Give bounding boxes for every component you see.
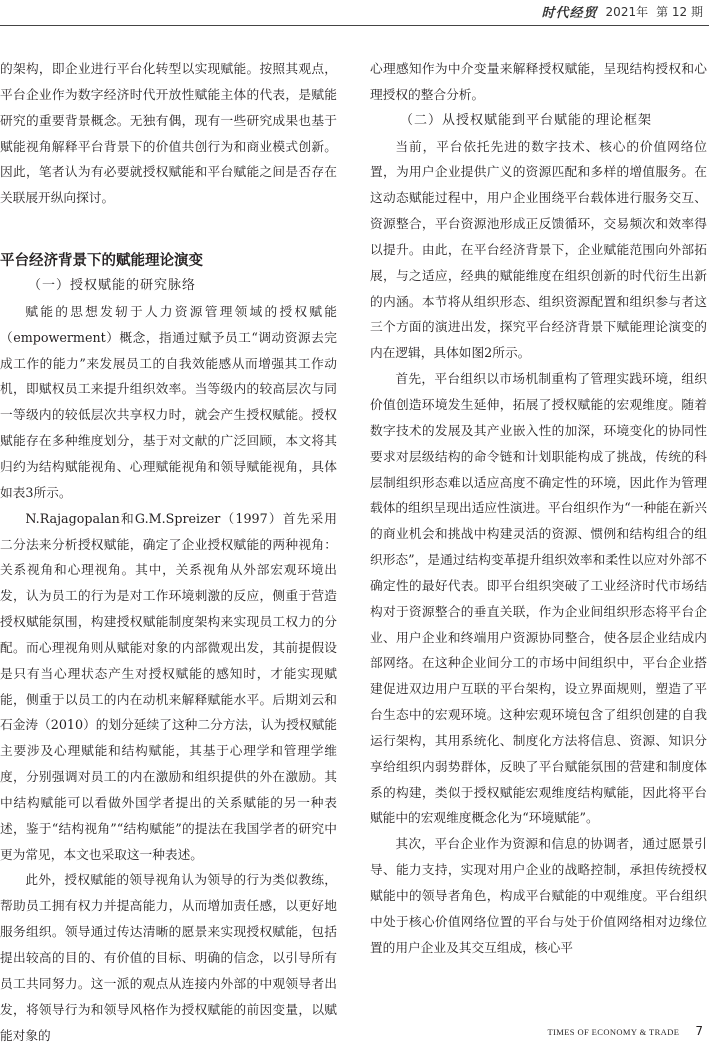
left-column	[0, 56, 337, 1048]
paragraph: N.Rajagopalan和G.M.Spreizer（1997）首先采用二分法来分析授权赋能，确定了企业授权赋能的两种视角：关系视角和心理视角。其中，关系视角从外部宏观环境出发，认为员工的行为是对工作环境刺激的反应，侧重于营造授权赋能氛围，构建授权赋能制度架构来实现员工权力的分配。而心理视角则从赋能对象的内部微观出发，其前提假设是只有当心理状态产生对授权赋能的感知时，才能实现赋能，侧重于以员工的内在动机来解释赋能水平。后期刘云和石金涛（2010）的划分延续了这种二分方法，认为授权赋能主要涉及心理赋能和结构赋能，其基于心理学和管理学维度，分别强调对员工的内在激励和组织提供的外在激励。其中结构赋能可以看做外国学者提出的关系赋能的另一种表述，鉴于“结构视角”“结构赋能”的提法在我国学者的研究中更为常见，本文也采取这一种表述。	[0, 510, 337, 862]
paragraph: 此外，授权赋能的领导视角认为领导的行为类似教练，帮助员工拥有权力并提高能力，从而增加责任感，以更好地服务组织。领导通过传达清晰的愿景来实现授权赋能，包括提出较高的目的、有价值的目标、明确的信念，以引导所有员工共同努力。这一派的观点从连接内外部的中观领导者出发，将领导行为和领导风格作为授权赋能的前因变量，以赋能对象的	[0, 872, 337, 1043]
paragraph: 赋能的思想发轫于人力资源管理领域的授权赋能（empowerment）概念，指通过赋予员工“调动资源去完成工作的能力”来发展员工的自我效能感从而增强其工作动机，即赋权员工来提升组织效率。当等级内的较高层次与同一等级内的较低层次共享权力时，就会产生授权赋能。授权赋能存在多种维度划分，基于对文献的广泛回顾，本文将其归约为结构赋能视角、心理赋能视角和领导赋能视角，具体如表3所示。	[0, 303, 337, 500]
journal-logo: 时代经贸	[541, 5, 598, 21]
issue-number: 第 12 期	[656, 4, 703, 19]
subsection-heading: （一）授权赋能的研究脉络	[28, 278, 197, 294]
paragraph: 首先，平台组织以市场机制重构了管理实践环境，组织价值创造环境发生延伸，拓展了授权赋能的宏观维度。随着数字技术的发展及其产业嵌入性的加深，环境变化的协同性要求对层级结构的命令链和计划职能构成了挑战，传统的科层制组织形态难以适应高度不确定性的环境，因此作为管理载体的组织呈现出适应性演进。平台组织作为“一种能在新兴的商业机会和挑战中构建灵活的资源、惯例和结构组合的组织形态”，是通过结构变革提升组织效率和柔性以应对外部不确定性的最好代表。即平台组织突破了工业经济时代市场结构对于资源整合的垂直关联，作为企业间组织形态将平台企业、用户企业和终端用户资源协同整合，使各层企业结成内部网络。在这种企业间分工的市场中间组织中，平台企业搭建促进双边用户互联的平台架构，设立界面规则，塑造了平台生态中的宏观环境。这种宏观环境包含了组织创建的自我运行架构，其用系统化、制度化方法将信息、资源、知识分享给组织内弱势群体，反映了平台赋能氛围的营建和制度体系的构建，类似于授权赋能宏观维度结构赋能，因此将平台赋能中的宏观维度概念化为“环境赋能”。	[370, 371, 707, 826]
paragraph: 的架构，即企业进行平台化转型以实现赋能。按照其观点，平台企业作为数字经济时代开放性赋能主体的代表，是赋能研究的重要背景概念。无独有偶，现有一些研究成果也基于赋能视角解释平台背景下的价值共创行为和商业模式创新。因此，笔者认为有必要就授权赋能和平台赋能之间是否存在关联展开纵向探讨。	[0, 61, 337, 206]
paragraph: 心理感知作为中介变量来解释授权赋能，呈现结构授权和心理授权的整合分析。	[370, 61, 707, 102]
issue-year: 2021年	[605, 4, 649, 19]
right-column	[370, 56, 707, 961]
running-header	[542, 0, 703, 22]
journal-english-title: TIMES OF ECONOMY & TRADE	[547, 1027, 680, 1037]
section-title: 平台经济背景下的赋能理论演变	[0, 253, 203, 270]
subsection-heading: （二）从授权赋能到平台赋能的理论框架	[400, 112, 653, 128]
paragraph: 当前，平台依托先进的数字技术、核心的价值网络位置，为用户企业提供广义的资源匹配和多样的增值服务。在这动态赋能过程中，用户企业围绕平台载体进行服务交互、资源整合，平台资源池形成正反馈循环，交易频次和效率得以提升。由此，在平台经济背景下，企业赋能范围向外部拓展，与之适应，经典的赋能维度在组织创新的时代衍生出新的内涵。本节将从组织形态、组织资源配置和组织参与者这三个方面的演进出发，探究平台经济背景下赋能理论演变的内在逻辑，具体如图2所示。	[370, 138, 707, 361]
paragraph: 其次，平台企业作为资源和信息的协调者，通过愿景引导、能力支持，实现对用户企业的战略控制，承担传统授权赋能中的领导者角色，构成平台赋能的中观维度。平台组织中处于核心价值网络位置的平台与处于价值网络相对边缘位置的用户企业及其交互组成，核心平	[370, 836, 707, 955]
page-number: 7	[695, 1024, 703, 1038]
running-footer	[547, 1024, 703, 1038]
header-rule	[0, 25, 709, 26]
